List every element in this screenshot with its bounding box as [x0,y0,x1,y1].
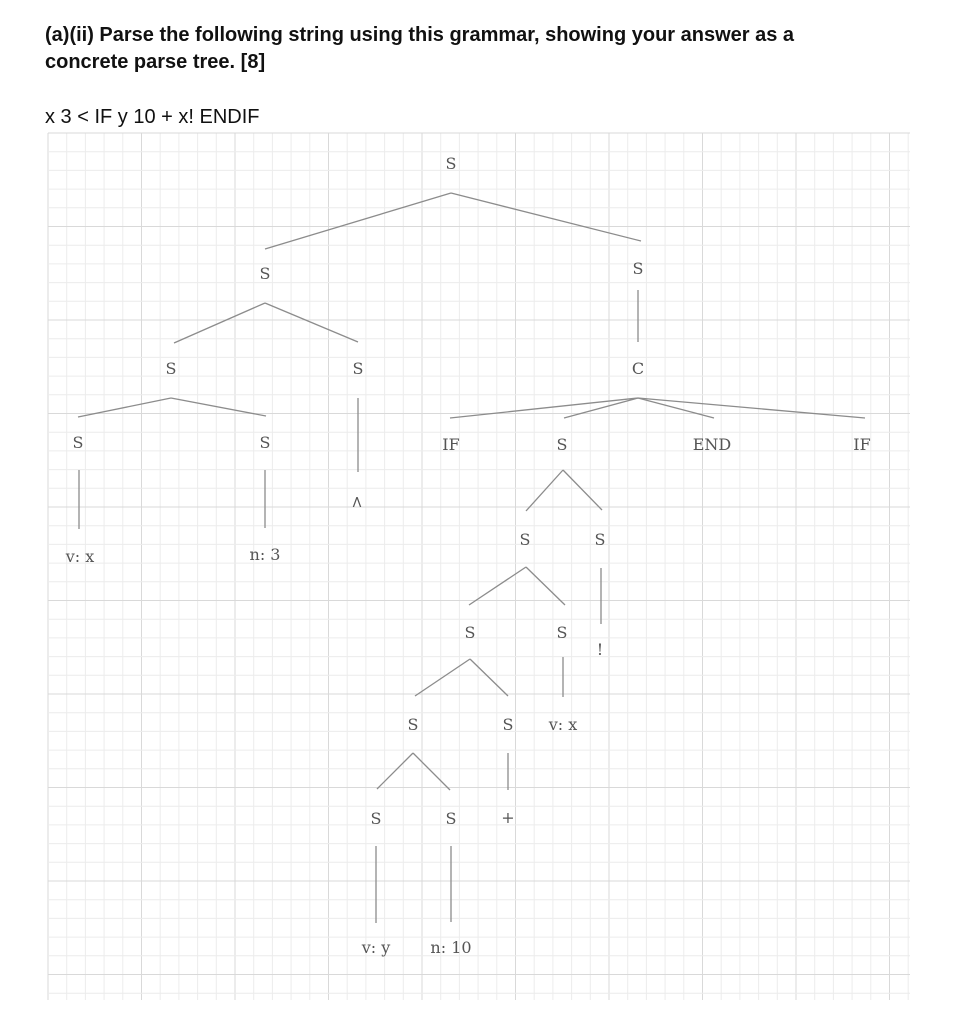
tree-edge-s_ll-to-s_x [78,398,171,417]
node-s-3: S [259,433,271,452]
tree-edge-root-to-s_right [451,193,641,241]
node-s-x: S [72,433,84,452]
tree-edge-s_d1-to-s_e2 [413,753,450,790]
terminal-t-end: END [692,435,732,454]
tree-edge-s_d1-to-s_e1 [377,753,413,789]
tree-edge-s_c1-to-s_d2 [470,659,508,696]
terminal-t-bang: ! [596,640,604,659]
terminal-t-vx: v: x [548,715,578,734]
grid-background [48,133,910,1000]
node-s-left: S [259,264,271,283]
terminal-t-if: IF [442,435,460,454]
node-s-d2: S [502,715,514,734]
node-root: S [445,154,457,173]
tree-edge-s_left-to-s_ll [174,303,265,343]
node-s-lr: S [352,359,364,378]
terminal-t-plus: + [501,808,515,827]
tree-edges [78,193,865,923]
input-string: x 3 < IF y 10 + x! ENDIF [45,106,260,128]
question-line-2: concrete parse tree. [8] [45,51,266,73]
node-s-b2: S [594,530,606,549]
node-c: C [631,359,645,378]
question-line-1: (a)(ii) Parse the following string using this grammar, showing your answer as a [45,24,795,46]
terminal-t-if2: IF [853,435,871,454]
tree-edge-c-to-s_body [564,398,638,418]
terminal-t-3: n: 3 [249,545,281,564]
node-s-c2: S [556,623,568,642]
tree-edge-s_b1-to-s_c2 [526,567,565,605]
node-s-c1: S [464,623,476,642]
node-s-body: S [556,435,568,454]
tree-edge-s_left-to-s_lr [265,303,358,342]
node-s-b1: S [519,530,531,549]
node-s-right: S [632,259,644,278]
tree-edge-c-to-t_if2 [638,398,865,418]
terminal-t-10: n: 10 [430,938,472,957]
tree-edge-s_b1-to-s_c1 [469,567,526,605]
terminal-t-lt: < [348,495,367,509]
terminal-t-vy: v: y [361,938,391,957]
tree-edge-s_body-to-s_b2 [563,470,602,510]
node-s-d1: S [407,715,419,734]
tree-edge-s_c1-to-s_d1 [415,659,470,696]
node-s-ll: S [165,359,177,378]
node-s-e1: S [370,809,382,828]
node-s-e2: S [445,809,457,828]
tree-edge-s_body-to-s_b1 [526,470,563,511]
tree-labels [65,154,871,957]
terminal-t-x: v: x [65,547,95,566]
tree-edge-root-to-s_left [265,193,451,249]
